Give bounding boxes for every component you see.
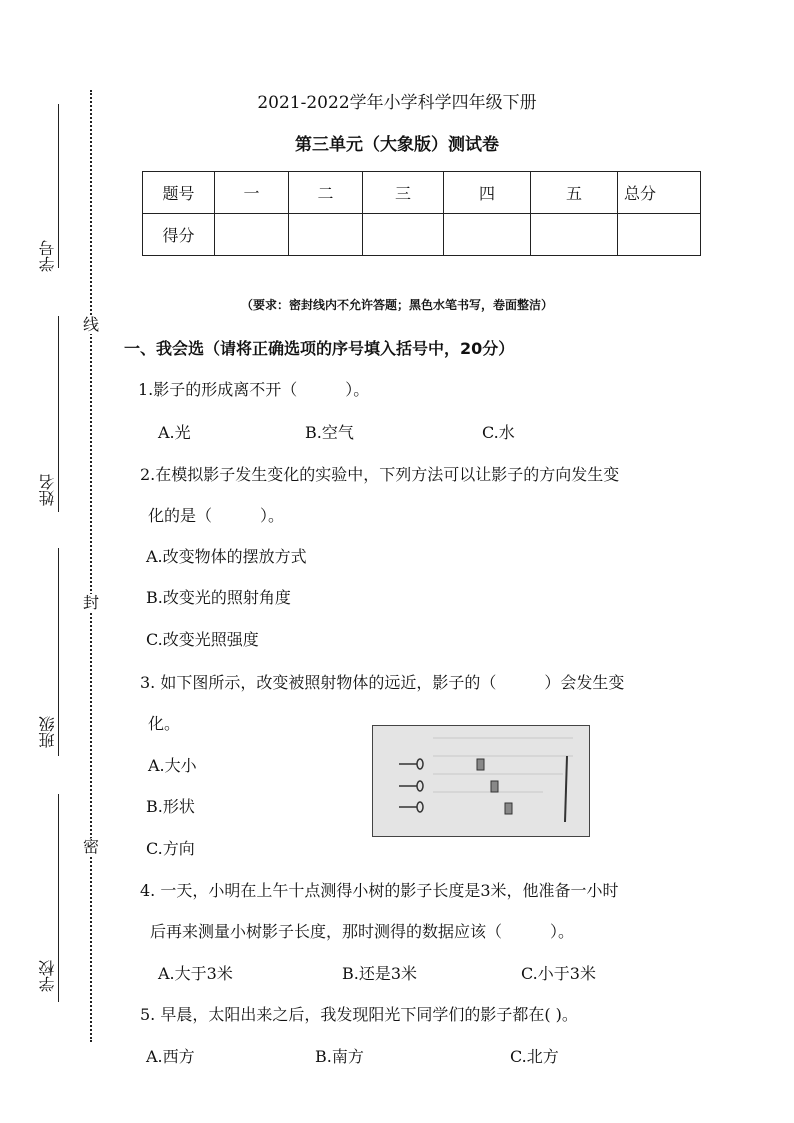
score-table-score-row (143, 214, 701, 256)
score-header-cell: 五 (531, 172, 618, 214)
score-header-cell: 一 (215, 172, 289, 214)
q5-option-b: B.南方 (315, 1047, 364, 1066)
q1-option-a: A.光 (158, 423, 191, 442)
score-cell[interactable] (618, 214, 701, 256)
score-table-header-row (143, 172, 701, 214)
score-header-cell: 三 (363, 172, 444, 214)
exam-requirement: （要求：密封线内不允许答题；黑色水笔书写，卷面整洁） (240, 298, 553, 312)
q2-option-b: B.改变光的照射角度 (146, 588, 291, 607)
q3-experiment-figure (372, 725, 590, 837)
margin-label-student-id: 学号 (38, 240, 57, 272)
q2-option-a: A.改变物体的摆放方式 (146, 547, 307, 566)
score-cell[interactable] (215, 214, 289, 256)
q5-stem: 5. 早晨，太阳出来之后，我发现阳光下同学们的影子都在( )。 (140, 1005, 578, 1024)
margin-line-2 (58, 316, 59, 512)
score-row-label: 得分 (143, 214, 215, 256)
score-header-cell: 四 (444, 172, 531, 214)
margin-line-3 (58, 548, 59, 756)
margin-line-1 (58, 104, 59, 268)
margin-label-school: 学校 (38, 960, 57, 992)
seal-char-seal: 封 (82, 593, 99, 612)
score-header-cell: 二 (289, 172, 363, 214)
margin-label-name: 姓名 (38, 474, 57, 506)
score-cell[interactable] (289, 214, 363, 256)
score-cell[interactable] (531, 214, 618, 256)
score-table (142, 171, 701, 256)
section1-title: 一、我会选（请将正确选项的序号填入括号中，20分） (124, 339, 515, 358)
margin-label-class: 班级 (38, 716, 57, 748)
q4-option-b: B.还是3米 (342, 964, 418, 983)
margin-line-4 (58, 794, 59, 1002)
page-title: 2021-2022学年小学科学四年级下册 (257, 93, 537, 113)
q2-stem-line2: 化的是（ ）。 (148, 506, 285, 525)
seal-dotted-line (90, 90, 92, 1042)
page-subtitle: 第三单元（大象版）测试卷 (295, 135, 499, 155)
q4-option-a: A.大于3米 (158, 964, 233, 983)
score-header-cell: 总分 (618, 172, 701, 214)
q2-option-c: C.改变光照强度 (146, 630, 259, 649)
score-cell[interactable] (363, 214, 444, 256)
q2-stem-line1: 2.在模拟影子发生变化的实验中，下列方法可以让影子的方向发生变 (140, 465, 620, 484)
q3-figure-drawing (373, 726, 589, 836)
score-cell[interactable] (444, 214, 531, 256)
q4-stem-line1: 4. 一天，小明在上午十点测得小树的影子长度是3米，他准备一小时 (140, 881, 619, 900)
q4-option-c: C.小于3米 (521, 964, 596, 983)
seal-char-line: 线 (82, 315, 99, 334)
q3-option-b: B.形状 (146, 797, 195, 816)
q1-stem: 1.影子的形成离不开（ ）。 (138, 380, 370, 399)
q3-option-c: C.方向 (146, 839, 195, 858)
score-header-cell: 题号 (143, 172, 215, 214)
q5-option-a: A.西方 (146, 1047, 195, 1066)
object-near (477, 759, 484, 770)
seal-char-secret: 密 (82, 837, 99, 856)
q1-option-c: C.水 (482, 423, 515, 442)
q5-option-c: C.北方 (510, 1047, 559, 1066)
q4-stem-line2: 后再来测量小树影子长度，那时测得的数据应该（ ）。 (150, 922, 575, 941)
q3-stem-line1: 3. 如下图所示，改变被照射物体的远近，影子的（ ）会发生变 (140, 673, 625, 692)
object-middle (491, 781, 498, 792)
object-far (505, 803, 512, 814)
q1-option-b: B.空气 (305, 423, 354, 442)
q3-stem-line2: 化。 (148, 714, 181, 733)
q3-option-a: A.大小 (148, 756, 197, 775)
